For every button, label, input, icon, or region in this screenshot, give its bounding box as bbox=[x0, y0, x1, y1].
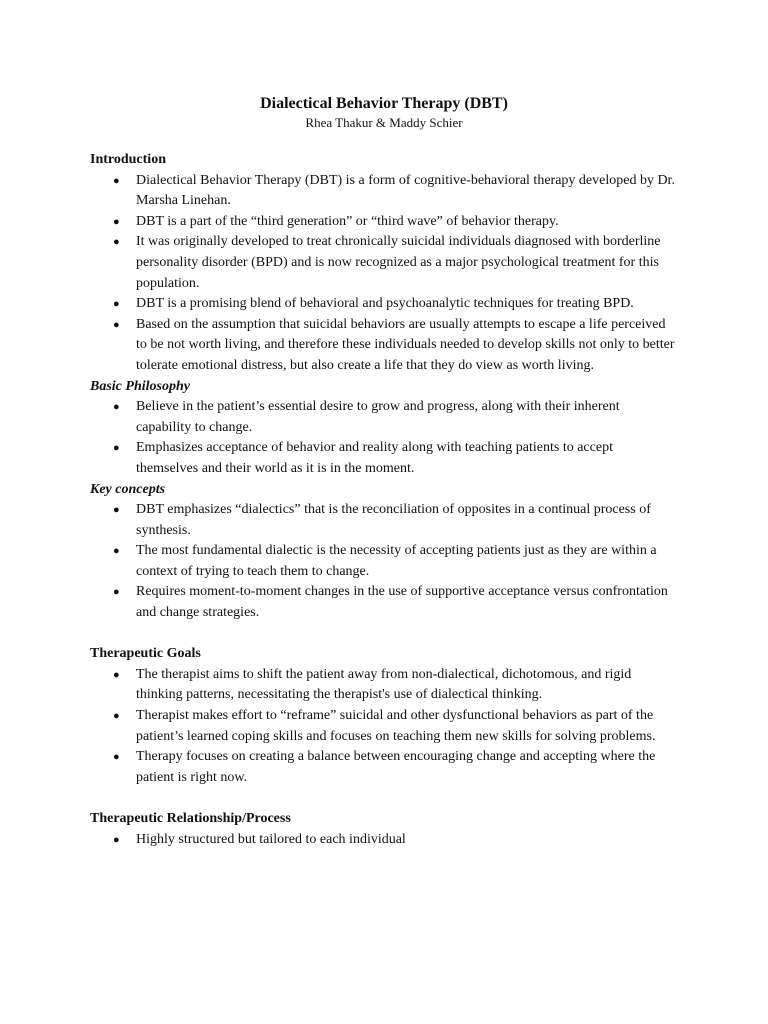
list-item-text: The most fundamental dialectic is the necessity of accepting patients just as they are within a context of trying to teach them to change. bbox=[136, 543, 657, 579]
bullet-icon: ● bbox=[113, 668, 120, 681]
list-item-text: Therapy focuses on creating a balance between encouraging change and accepting where the patient is right now. bbox=[136, 749, 656, 785]
bullet-list bbox=[90, 171, 678, 377]
bullet-list bbox=[90, 500, 678, 624]
list-item bbox=[113, 232, 678, 294]
bullet-list bbox=[90, 397, 678, 479]
list-item bbox=[113, 315, 678, 377]
bullet-icon: ● bbox=[113, 833, 120, 846]
list-item-text: Emphasizes acceptance of behavior and reality along with teaching patients to accept themselves and their world as it is in the moment. bbox=[136, 440, 613, 476]
bullet-list bbox=[90, 830, 678, 851]
bullet-icon: ● bbox=[113, 174, 120, 187]
section-heading: Introduction bbox=[90, 152, 166, 167]
section-heading: Therapeutic Goals bbox=[90, 646, 201, 662]
bullet-icon: ● bbox=[113, 751, 120, 764]
list-item bbox=[113, 706, 678, 747]
list-item bbox=[113, 582, 678, 623]
list-item-text: DBT emphasizes “dialectics” that is the reconciliation of opposites in a continual process of synthesis. bbox=[136, 502, 651, 538]
list-item-text: DBT is a part of the “third generation” or “third wave” of behavior therapy. bbox=[136, 213, 559, 229]
bullet-icon: ● bbox=[113, 586, 120, 599]
document-title: Dialectical Behavior Therapy (DBT) bbox=[260, 95, 508, 112]
bullet-icon: ● bbox=[113, 318, 120, 331]
section-spacer bbox=[90, 624, 678, 645]
bullet-icon: ● bbox=[113, 442, 120, 455]
bullet-icon: ● bbox=[113, 401, 120, 414]
list-item bbox=[113, 438, 678, 479]
section-therapeutic-relationship bbox=[90, 809, 678, 850]
list-item bbox=[113, 212, 678, 233]
list-item bbox=[113, 500, 678, 541]
list-item bbox=[113, 747, 678, 788]
section-heading: Basic Philosophy bbox=[90, 378, 190, 394]
section-introduction bbox=[90, 150, 678, 377]
list-item bbox=[113, 397, 678, 438]
list-item-text: The therapist aims to shift the patient away from non-dialectical, dichotomous, and rigid thinking patterns, necessitating the therapist's use of dialectical thinking. bbox=[136, 666, 632, 703]
list-item bbox=[113, 171, 678, 212]
list-item bbox=[113, 830, 678, 851]
list-item-text: DBT is a promising blend of behavioral and psychoanalytic techniques for treating BPD. bbox=[136, 296, 634, 312]
bullet-icon: ● bbox=[113, 298, 120, 311]
bullet-icon: ● bbox=[113, 215, 120, 228]
list-item-text: Requires moment-to-moment changes in the use of supportive acceptance versus confrontation and change strategies. bbox=[136, 584, 668, 621]
section-key-concepts bbox=[90, 480, 678, 624]
section-heading: Therapeutic Relationship/Process bbox=[90, 811, 291, 826]
section-therapeutic-goals bbox=[90, 644, 678, 788]
list-item-text: It was originally developed to treat chronically suicidal individuals diagnosed with borderline personality disorder (BPD) and is now recognized as a major psychological treatment for this population. bbox=[136, 234, 661, 291]
list-item-text: Dialectical Behavior Therapy (DBT) is a form of cognitive-behavioral therapy developed by Dr. Marsha Linehan. bbox=[136, 172, 675, 209]
section-spacer bbox=[90, 788, 678, 809]
list-item bbox=[113, 665, 678, 706]
section-basic-philosophy bbox=[90, 377, 678, 480]
list-item-text: Therapist makes effort to “reframe” suicidal and other dysfunctional behaviors as part of the patient’s learned coping skills and focuses on teaching them new skills for solving problems. bbox=[136, 708, 656, 744]
list-item bbox=[113, 294, 678, 315]
document-authors: Rhea Thakur & Maddy Schier bbox=[305, 115, 463, 130]
list-item bbox=[113, 541, 678, 582]
bullet-icon: ● bbox=[113, 710, 120, 723]
bullet-list bbox=[90, 665, 678, 789]
bullet-icon: ● bbox=[113, 545, 120, 558]
list-item-text: Highly structured but tailored to each individual bbox=[136, 831, 406, 847]
section-heading: Key concepts bbox=[90, 481, 166, 497]
bullet-icon: ● bbox=[113, 236, 120, 249]
list-item-text: Based on the assumption that suicidal behaviors are usually attempts to escape a life perceived to be not worth living, and therefore these individuals needed to develop skills not only to better tolerate emotional distress, but also create a life that they do view as worth living. bbox=[136, 316, 675, 373]
bullet-icon: ● bbox=[113, 504, 120, 517]
list-item-text: Believe in the patient’s essential desire to grow and progress, along with their inherent capability to change. bbox=[136, 399, 620, 435]
